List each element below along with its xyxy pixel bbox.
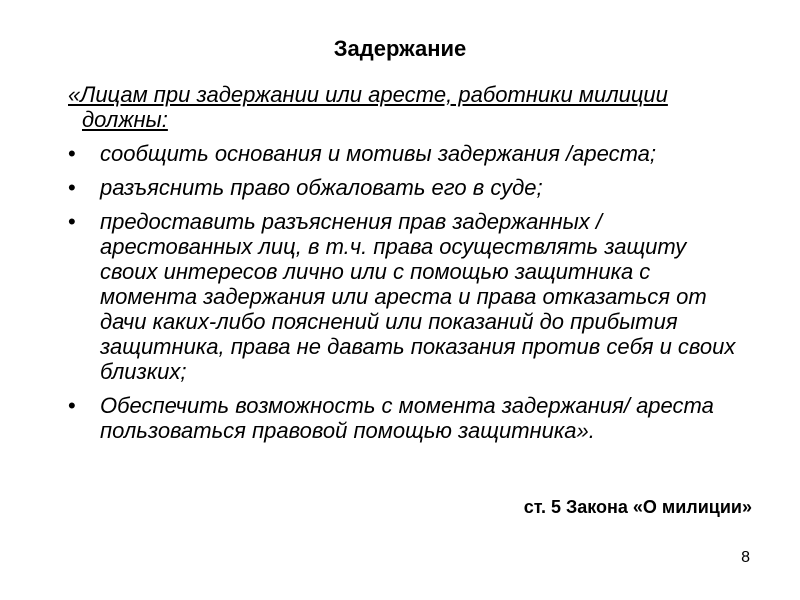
list-item xyxy=(68,141,768,166)
page-number: 8 xyxy=(741,549,750,566)
intro-text: «Лицам при задержании или аресте, работники милиции должны: xyxy=(68,82,668,132)
bullet-icon: • xyxy=(68,209,76,234)
bullet-text: предоставить разъяснения прав задержанных /арестованных лиц, в т.ч. права осуществлять защиту своих интересов лично или с помощью защитника с момента задержания или ареста и права отказаться от дачи каких-либо пояснений или показаний до прибытия защитника, права не давать показания против себя и своих близких; xyxy=(100,209,736,384)
slide-content xyxy=(68,82,768,452)
list-item xyxy=(68,393,768,443)
slide-title: Задержание xyxy=(333,36,467,61)
bullet-icon: • xyxy=(68,141,76,166)
bullet-text: разъяснить право обжаловать его в суде; xyxy=(100,175,543,200)
list-item xyxy=(68,209,768,384)
list-item xyxy=(68,175,768,200)
source-citation: ст. 5 Закона «О милиции» xyxy=(523,497,752,517)
bullet-icon: • xyxy=(68,175,76,200)
bullet-text: Обеспечить возможность с момента задержания/ ареста пользоваться правовой помощью защитника». xyxy=(100,393,714,443)
bullet-list xyxy=(68,141,768,443)
bullet-text: сообщить основания и мотивы задержания /ареста; xyxy=(100,141,657,166)
bullet-icon: • xyxy=(68,393,76,418)
